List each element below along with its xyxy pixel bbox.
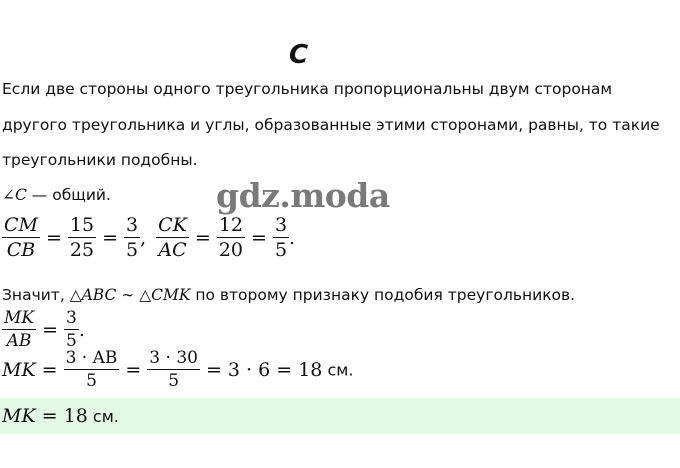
answer-value: = 18 <box>35 405 88 427</box>
rule-line-2: другого треугольника и углы, образованные этими сторонами, равны, то такие <box>2 116 660 134</box>
conclusion-line <box>2 286 575 304</box>
answer-unit: см. <box>87 407 119 426</box>
fraction-mk-ab: $\frac{MK}{AB}$ <box>4 308 35 351</box>
calc-tail: = 3 · 6 = 18 <box>205 359 323 381</box>
angle-symbol: ∠C <box>2 186 27 204</box>
fraction-3x30-5: $\frac{3 \cdot 30}{5}$ <box>149 348 198 391</box>
rule-line-1: Если две стороны одного треугольника пропорциональны двум сторонам <box>2 80 613 98</box>
fraction-3-5-c: $\frac{3}{5}$ <box>66 308 77 351</box>
ratios-equation: $\frac{CM}{CB}$ = $\frac{15}{25}$ = $\frac{3}{5}$ , $\frac{CK}{AC}$ = $\frac{12}{20}$ = $\frac{3}{5}$ . <box>4 214 296 261</box>
calculation-line: MK = $\frac{3 \cdot AB}{5}$ = $\frac{3 \cdot 30}{5}$ = 3 · 6 = 18 см. <box>2 348 354 391</box>
fraction-3ab-5: $\frac{3 \cdot AB}{5}$ <box>65 348 118 391</box>
fraction-3-5-a: $\frac{3}{5}$ <box>126 214 139 261</box>
fraction-3-5-b: $\frac{3}{5}$ <box>274 214 288 261</box>
triangle-cmk: △CMK <box>139 286 191 304</box>
watermark-logo: gdz.moda <box>216 176 390 215</box>
fraction-15-25: $\frac{15}{25}$ <box>69 214 95 261</box>
fraction-12-20: $\frac{12}{20}$ <box>218 214 244 261</box>
angle-line <box>2 186 111 204</box>
ratio-mk-ab-line: $\frac{MK}{AB}$ = $\frac{3}{5}$ . <box>4 308 85 351</box>
similar-symbol: ∼ <box>116 286 140 304</box>
rule-line-3: треугольники подобны. <box>2 151 198 169</box>
fraction-cm-cb: $\frac{CM}{CB}$ <box>4 214 38 261</box>
calc-lhs: MK <box>2 359 36 381</box>
heading-letter: C <box>289 40 309 70</box>
answer-lhs: MK <box>2 405 36 427</box>
triangle-abc: △ABC <box>69 286 117 304</box>
calc-unit: см. <box>322 360 354 380</box>
answer-line <box>2 405 119 427</box>
angle-text: — общий. <box>26 186 111 204</box>
conclusion-prefix: Значит, <box>2 286 70 304</box>
fraction-ck-ac: $\frac{CK}{AC}$ <box>158 214 187 261</box>
conclusion-suffix: по второму признаку подобия треугольников. <box>190 286 576 304</box>
